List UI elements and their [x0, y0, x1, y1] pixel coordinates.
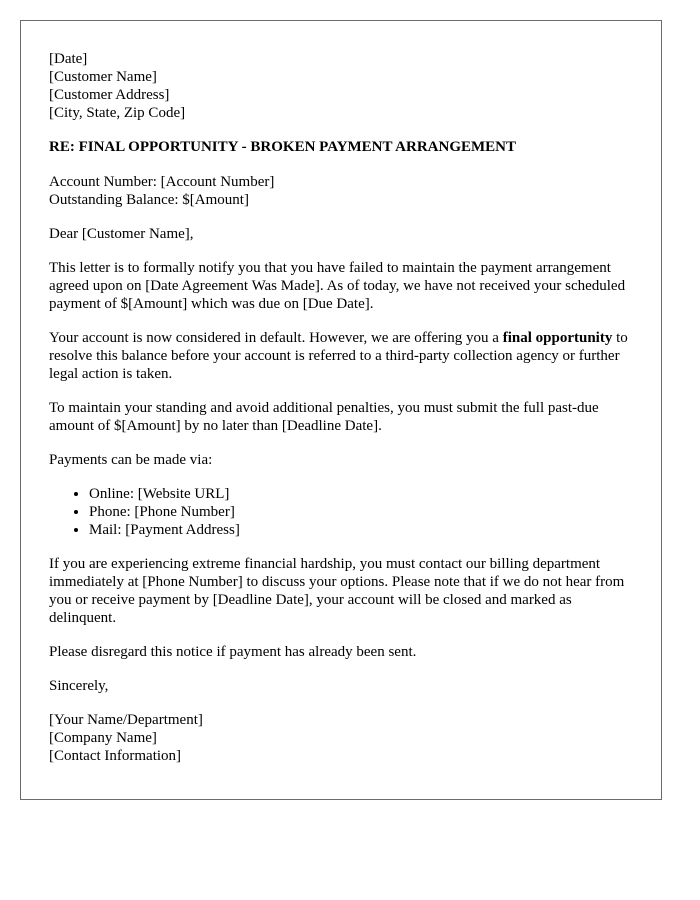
signature-company: [Company Name]: [49, 730, 157, 746]
recipient-block: [49, 50, 633, 122]
letter-date: [Date]: [49, 51, 88, 67]
customer-city-state-zip: [City, State, Zip Code]: [49, 105, 186, 121]
paragraph-default-end: to resolve this balance before your account is referred to a third-party collection agency or further legal action is taken.: [49, 330, 628, 382]
paragraph-deadline: To maintain your standing and avoid additional penalties, you must submit the full past-due amount of $[Amount] by no later than [Deadline Date].: [49, 400, 599, 434]
payment-method-mail: • Mail: [Payment Address]: [89, 521, 633, 539]
final-opportunity-emphasis: final opportunity: [502, 330, 613, 346]
paragraph-default: [49, 329, 633, 383]
outstanding-balance: Outstanding Balance: $[Amount]: [49, 192, 249, 208]
closing: Sincerely,: [49, 678, 109, 694]
signature-name-department: [Your Name/Department]: [49, 712, 203, 728]
salutation: Dear [Customer Name],: [49, 226, 194, 242]
customer-address: [Customer Address]: [49, 87, 170, 103]
paragraph-notice: This letter is to formally notify you that you have failed to maintain the payment arrangement agreed upon on [Date Agreement Was Made]. As of today, we have not received your scheduled payment of $[Amount] which was due on [Due Date].: [49, 260, 626, 312]
payments-intro: Payments can be made via:: [49, 452, 213, 468]
customer-name: [Customer Name]: [49, 69, 157, 85]
account-number: Account Number: [Account Number]: [49, 174, 275, 190]
paragraph-default-start: Your account is now considered in default. However, we are offering you a: [49, 330, 503, 346]
letter-page: [20, 20, 662, 800]
paragraph-hardship: If you are experiencing extreme financial hardship, you must contact our billing department immediately at [Phone Number] to discuss your options. Please note that if we do not hear from you or receive payment by [Deadline Date], your account will be closed and marked as delinquent.: [49, 556, 625, 626]
subject-line: RE: FINAL OPPORTUNITY - BROKEN PAYMENT ARRANGEMENT: [49, 139, 517, 155]
payment-methods-list: [49, 485, 633, 539]
signature-block: [49, 711, 633, 765]
payment-method-online: • Online: [Website URL]: [89, 485, 633, 503]
paragraph-disregard: Please disregard this notice if payment has already been sent.: [49, 644, 417, 660]
payment-method-phone: • Phone: [Phone Number]: [89, 503, 633, 521]
account-info: [49, 173, 633, 209]
signature-contact: [Contact Information]: [49, 748, 182, 764]
